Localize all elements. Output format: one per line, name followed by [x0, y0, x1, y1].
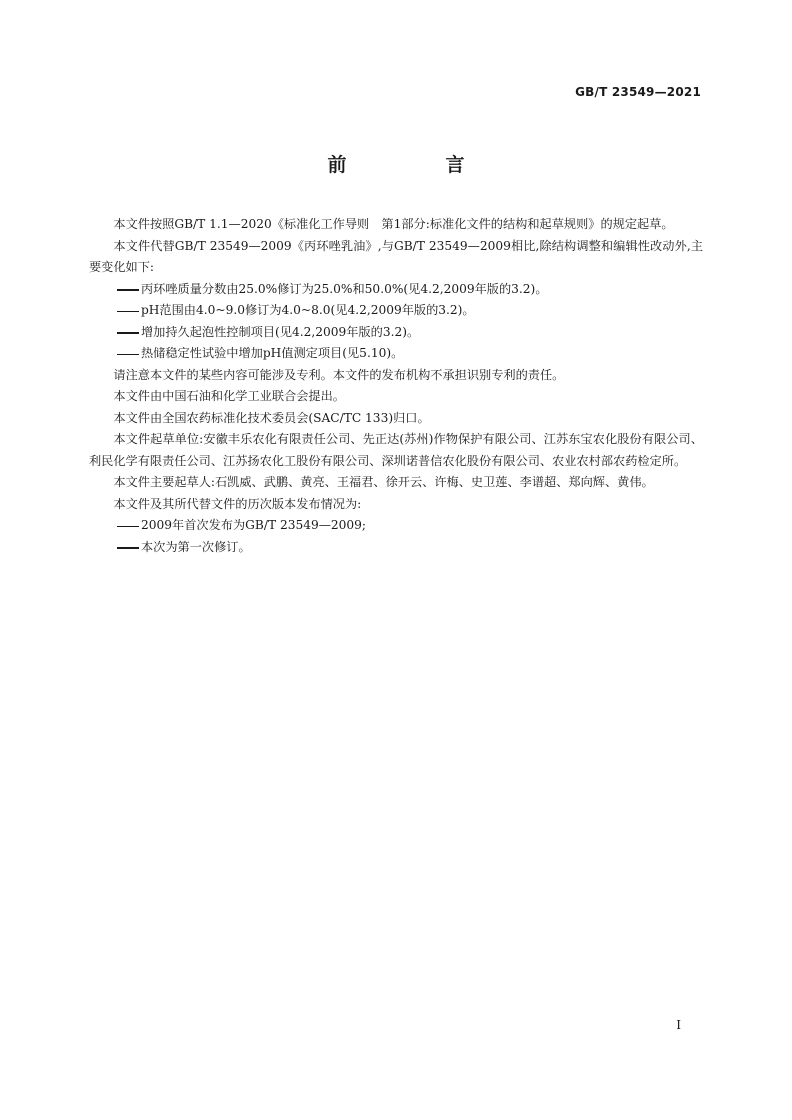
history-item — [89, 515, 703, 537]
em-dash-marker — [117, 311, 139, 313]
em-dash-marker — [117, 526, 139, 528]
paragraph-replacement: 本文件代替GB/T 23549—2009《丙环唑乳油》,与GB/T 23549—2009相比,除结构调整和编辑性改动外,主要变化如下: — [89, 238, 703, 274]
paragraph-drafting-rules: 本文件按照GB/T 1.1—2020《标准化工作导则 第1部分:标准化文件的结构和起草规则》的规定起草。 — [113, 217, 674, 231]
em-dash-marker — [117, 354, 139, 356]
change-item-text: 热储稳定性试验中增加pH值测定项目(见5.10)。 — [141, 346, 404, 360]
change-item — [89, 343, 703, 365]
history-item — [89, 537, 703, 559]
change-item — [89, 300, 703, 322]
change-item-text: 丙环唑质量分数由25.0%修订为25.0%和50.0%(见4.2,2009年版的3.2)。 — [141, 281, 548, 296]
paragraph-drafting-units: 本文件起草单位:安徽丰乐农化有限责任公司、先正达(苏州)作物保护有限公司、江苏东宝农化股份有限公司、利民化学有限责任公司、江苏扬农化工股份有限公司、深圳诺普信农化股份有限公司、农业农村部农药检定所。 — [89, 432, 703, 468]
paragraph-version-history: 本文件及其所代替文件的历次版本发布情况为: — [113, 496, 362, 511]
history-item-text: 2009年首次发布为GB/T 23549—2009; — [141, 518, 367, 532]
change-item-text: 增加持久起泡性控制项目(见4.2,2009年版的3.2)。 — [141, 324, 420, 339]
paragraph-proposer: 本文件由中国石油和化学工业联合会提出。 — [113, 389, 345, 403]
em-dash-marker — [117, 289, 139, 291]
change-item — [89, 279, 703, 301]
page-number: I — [676, 1018, 681, 1032]
page-title: 前 言 — [327, 154, 505, 176]
em-dash-marker — [117, 547, 139, 549]
change-item-text: pH范围由4.0~9.0修订为4.0~8.0(见4.2,2009年版的3.2)。 — [141, 303, 475, 317]
paragraph-administrator: 本文件由全国农药标准化技术委员会(SAC/TC 133)归口。 — [113, 410, 430, 425]
document-body — [89, 214, 703, 558]
paragraph-drafters: 本文件主要起草人:石凯威、武鹏、黄亮、王福君、徐开云、许梅、史卫莲、李谱超、郑向辉、黄伟。 — [113, 475, 654, 489]
em-dash-marker — [117, 332, 139, 334]
paragraph-patent-notice: 请注意本文件的某些内容可能涉及专利。本文件的发布机构不承担识别专利的责任。 — [113, 367, 565, 382]
history-item-text: 本次为第一次修订。 — [141, 539, 251, 554]
change-item — [89, 322, 703, 344]
standard-number: GB/T 23549—2021 — [575, 85, 701, 99]
